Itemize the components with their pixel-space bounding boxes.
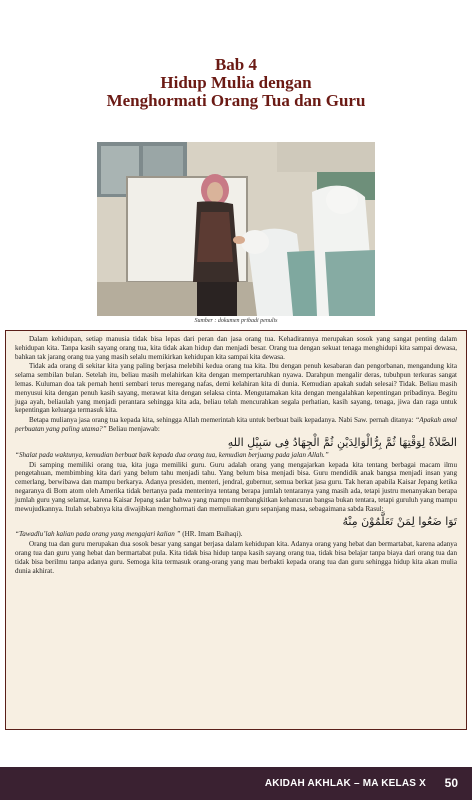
paragraph-3-text: Betapa mulianya jasa orang tua kepada kita, sehingga Allah memerintah kita untuk berbuat baik kepadanya. Nabi Saw. pernah ditanya: [29,416,414,425]
paragraph-5: Orang tua dan guru merupakan dua sosok besar yang sangat berjasa dalam kehidupan kita. Adanya orang yang hebat dan bermartabat, karena adanya orang tua dan guru yang hebat dan bermartabat pula. Kita tidak bisa hidup tanpa kasih sayang orang tua, tidak bisa belajar tanpa biaya dari orang tua dan tidak bisa berilmu tanpa adanya guru. Semoga kita termasuk orang-orang yang mau berbakti kepada orang tua dan guru sehingga hidup kita akan mulia dunia akhirat. [15,540,457,575]
page-number: 50 [444,776,458,790]
paragraph-3-question: “Apakah amal perbuatan yang paling utama?” [15,416,458,433]
chapter-photo [97,142,375,316]
hadith-arabic-1: الصَّلاَةُ لِوَقْتِهَا ثُمَّ بِرُّالْوَالِدَيْنِ ثُمَّ الْجِهَادُ فِى سَبِيْلِ اللهِ [227,435,457,449]
chapter-title-line-2: Menghormati Orang Tua dan Guru [106,91,366,110]
paragraph-2: Tidak ada orang di sekitar kita yang paling berjasa melebihi kedua orang tua kita. Ibu dengan penuh kesabaran dan pengorbanan, mengandung kita selama sembilan bulan. Setelah itu, beliau masih melahirkan kita dengan mempertaruhkan nyawa. Darahpun mengalir deras, tubuhpun terkuras sangat lemas. Kuluman doa tak pernah henti sembari terus meregang nafas, demi kelahiran kita di dunia. Kemudian apakah sudah selesai? Tidak. Beliau masih menyusui kita dengan penuh kasih sayang, merawat kita dengan selaksa cinta. Mengutamakan kita dengan mengalahkan kepentingan pribadinya. Begitu juga ayah, beliaulah yang menjadi perantara sehingga kita ada, beliau telah mencurahkan segala perhatian, kasih sayang, tenaga, jiwa dan raga untuk kepentingan keluarga termasuk kita. [15,362,457,415]
hadith-arabic-2: تَوَا ضَعُوا لِمَنْ تَعَلَّمُوْنَ مِنْهُ [342,515,457,529]
hadith-source: (HR. Imam Baihaqi). [180,530,243,539]
chapter-title-line-1: Hidup Mulia dengan [160,73,312,92]
paragraph-3 [15,416,457,434]
chapter-number: Bab 4 [214,55,258,74]
paragraph-3-end: Beliau menjawab: [106,424,160,433]
content-box [5,330,467,730]
page-footer [0,767,472,800]
hadith-translation-2 [15,530,457,539]
chapter-title [0,56,472,110]
paragraph-1: Dalam kehidupan, setiap manusia tidak bisa lepas dari peran dan jasa orang tua. Kehadirannya merupakan sosok yang sangat penting dalam kehidupan kita. Tanpa kasih sayang orang tua, kita tidak akan hidup dan menjadi besar. Orang tua dengan sekuat tenaga menghidupi kita sampai dewasa, bahkan tak jarang orang tua yang masih selalu memikirkan kehidupan kita sampai kita dewasa. [15,335,457,361]
book-title: AKIDAH AKHLAK – MA KELAS X [264,778,426,789]
hadith-translation-2-text: “Tawadlu’lah kalian pada orang yang mengajari kalian ” [15,530,181,539]
paragraph-4: Di samping memiliki orang tua, kita juga memiliki guru. Guru adalah orang yang mengajarkan kepada kita tentang berbagai macam ilmu pengetahuan, membimbing kita dari yang belum tahu menjadi tahu. Yang belum bisa menjadi bisa. Guru mendidik anak bangsa menjadi insan yang cemerlang, berwibawa dan mampu berkarya. Adanya presiden, menteri, jendral, gubernur, semua berkat jasa guru. Tak heran apabila Kaisar Jepang ketika negaranya di Bom atom oleh Amerika tidak bertanya pada menterinya tentang berapa jumlah tentaranya yang masih ada, tetapi justru menanyakan berapa jumlah guru yang selamat, karena Kaisar Jepang sadar bahwa yang mampu membangkitkan kehancuran bangsa bukan tentara, tetapi guruluh yang mampu mewujudkannya. Itulah sebabnya kita diwajibkan menghormati dan memuliakan guru sepanjang masa, sebagaimana sabda Rasul: [15,460,457,513]
photo-illustration [97,142,375,316]
hadith-translation-1: “Shalat pada waktunya, kemudian berbuat baik kepada dua orang tua, kemudian berjuang pada jalan Allah.” [15,450,329,459]
photo-caption: Sumber : dokumen pribadi penulis [194,318,278,324]
